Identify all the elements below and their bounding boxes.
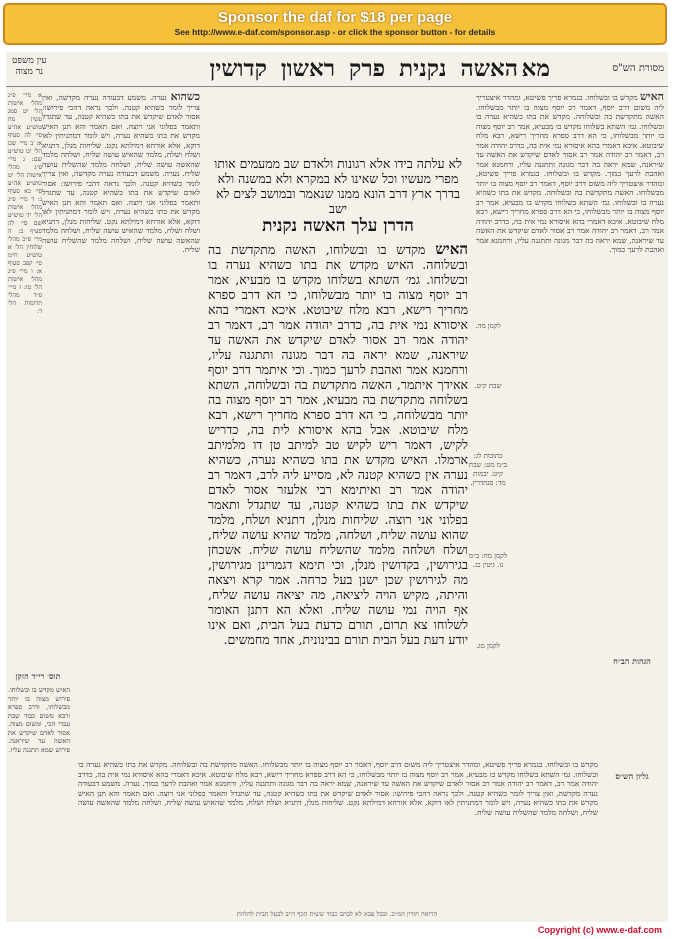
copyright-footer[interactable]: Copyright (c) www.e-daf.com	[537, 925, 662, 935]
margin-note-2: שבת קיט.	[474, 382, 502, 390]
chapter-title: האשה נקנית פרק ראשון קדושין	[209, 55, 518, 82]
ein-mishpat-label: עין משפט נר מצוה	[12, 56, 47, 77]
tosafot-commentary	[42, 92, 200, 652]
hadran-heading: הדרן עלך האשה נקנית	[262, 216, 414, 236]
tosafot-text: נערה. משמע דבעודה נערה מקדשה, ואין צריך לומר כשהיא קטנה. ולכך נראה דהכי פירושו: אסור לאדם שיקדש את בתו כשהיא קטנה, עד שתגדל ותאמר בפלוני אני רוצה. ואם תאמר והא תנן האיש מקדש את בתו כשהיא נערה, ויש לומר דמתניתין לאו דוקא, אלא אורחא דמילתא נקט. שליחות מנלן, דתניא ושלח ושלח, מלמד שהאיש עושה שליח, ושלחה מלמד שהאשה עושה שליח, ושלחה מלמד שהשליח עושה שליח.	[42, 93, 200, 178]
rashi-text-cont: מקדש בו ובשלוחו. בגמרא פריך פשיטא, ומהדר איצטריך ליה משום דרב יוסף, דאמר רב יוסף מצוה בו יותר מבשלוחו. האשה מתקדשת בה ובשלוחה. מקדש את בתו כשהיא נערה בו ובשלוחו. גמ׳ השתא בשלוחו מקדש בו מבעיא, אמר רב יוסף מצוה בו יותר מבשלוחו, כי הא דרב ספרא מחריך רישא, רבא מלח שיבוטא. איכא דאמרי בהא איסורא נמי אית בה, כדרב יהודה אמר רב, דאמר רב יהודה אמר רב אסור לאדם שיקדש את האשה עד שיראנה, שמא יראה בה דבר מגונה ותתגנה עליו, ורחמנא אמר ואהבת לרעך כמוך.	[476, 169, 664, 254]
gemara-text	[208, 242, 468, 752]
lower-tosafot-text: נערה. משמע דבעודה נערה מקדשה, ואין צריך לומר כשהיא קטנה. ולכך נראה דהכי פירושו: אסור לאדם שיקדש את בתו כשהיא קטנה, עד שתגדל ותאמר בפלוני אני רוצה. ואם תאמר והא תנן האיש מקדש את בתו כשהיא נערה, ויש לומר דמתניתין לאו דוקא, אלא אורחא דמילתא נקט. שליחות מנלן, דתניא ושלח ושלח, מלמד שהאיש עושה שליח, ושלחה מלמד שהאשה עושה שליח, ושלחה מלמד שהשליח עושה שליח.	[78, 779, 598, 817]
margin-note-5: לקמן מג.	[476, 642, 500, 650]
daf-number: מא	[521, 55, 550, 82]
margin-note-3: כתובות לג: ב״מ מט: שבת קיט. יבמות מד: סנהדרין.	[469, 452, 507, 487]
tosafot-text-cont: נערה. משמע דבעודה נערה מקדשה, ואין צריך לומר כשהיא קטנה. ולכך נראה דהכי פירושו: אסור לאדם שיקדש את בתו כשהיא קטנה, עד שתגדל ותאמר בפלוני אני רוצה. ואם תאמר והא תנן האיש מקדש את בתו כשהיא נערה, ויש לומר דמתניתין לאו דוקא, אלא אורחא דמילתא נקט. שליחות מנלן, דתניא ושלח ושלח, מלמד שהאיש עושה שליח, ושלחה מלמד שהאשה עושה שליח, ושלחה מלמד שהשליח עושה שליח.	[42, 169, 200, 254]
masoret-label: מסורת הש"ס	[612, 63, 664, 74]
rashi-text: מקדש בו ובשלוחו. בגמרא פריך פשיטא, ומהדר איצטריך ליה משום דרב יוסף, דאמר רב יוסף מצוה בו יותר מבשלוחו. האשה מתקדשת בה ובשלוחה. מקדש את בתו כשהיא נערה בו ובשלוחו. גמ׳ השתא בשלוחו מקדש בו מבעיא, אמר רב יוסף מצוה בו יותר מבשלוחו, כי הא דרב ספרא מחריך רישא, רבא מלח שיבוטא. איכא דאמרי בהא איסורא נמי אית בה, כדרב יהודה אמר רב, דאמר רב יהודה אמר רב אסור לאדם שיקדש את האשה עד שיראנה, שמא יראה בה דבר מגונה ותתגנה עליו, ורחמנא אמר ואהבת לרעך כמוך.	[476, 93, 664, 178]
hagahot-label: הגהות הב״ח	[613, 656, 651, 666]
sponsor-banner[interactable]	[3, 3, 667, 45]
gemara-body: מקדש בו ובשלוחו, האשה מתקדשת בה ובשלוחה. האיש מקדש את בתו כשהיא נערה בו ובשלוחו. גמ׳ השתא בשלוחו מקדש בו מבעיא, אמר רב יוסף מצוה בו יותר מבשלוחו, כי הא דרב ספרא מחריך רישא, רבא מלח שיבוטא. איכא דאמרי בהא איסורא נמי אית בה, כדרב יהודה אמר רב, דאמר רב יהודה אמר רב אסור לאדם שיקדש את האשה עד שיראנה, שמא יראה בה דבר מגונה ותתגנה עליו, ורחמנא אמר ואהבת לרעך כמוך. וכי איתמר דרב יוסף אאידך איתמר, האשה מתקדשת בה ובשלוחה, השתא בשלוחה מתקדשת בה מבעיא, אמר רב יוסף מצוה בה יותר מבשלוחה, כי הא דרב ספרא מחריך רישא, רבא מלח שיבוטא. אבל בהא איסורא לית בה, כדריש לקיש, דאמר ריש לקיש טב למיתב טן דו מלמיתב ארמלו. האיש מקדש את בתו כשהיא נערה, כשהיא נערה אין כשהיא קטנה לא, מסייע ליה לרב, דאמר רב יהודה אמר רב ואיתימא רבי אלעזר אסור לאדם שיקדש את בתו כשהיא קטנה, עד שתגדל ותאמר בפלוני אני רוצה. שליחות מנלן, דתניא ושלח, מלמד שהוא עושה שליח, ושלחה, מלמד שהיא עושה שליח, ושלח ושלחה מלמד שהשליח עושה שליח. אשכחן בגירושין, בקדושין מנלן, וכי תימא דגמרינן מגירושין, מה לגירושין שכן ישנן בעל כרחה. אמר קרא ויצאה והיתה, מקיש הויה ליציאה, מה יציאה עושה שליח, אף הויה נמי עושה שליח. ואלא הא דתנן האומר לשלוחו צא תרום, תורם כדעת בעל הבית, ואם אינו יודע דעת בעל הבית תורם בבינונית, אחד מחמשים.	[208, 242, 468, 647]
margin-note-4: לקמן מח: ב״מ נו. גיטין כג.	[468, 552, 508, 569]
tosafot-lead-word: כשהוא	[170, 92, 200, 103]
sponsor-banner-subtitle[interactable]: See http://www.e-daf.com/sponsor.asp - or click the sponsor button - for details	[174, 27, 496, 37]
tosafot-rid-label: תוס׳ רי״ד הזקן	[15, 671, 61, 681]
margin-note-1: לקמן מה.	[475, 322, 501, 330]
talmud-page	[6, 52, 668, 922]
gilyon-label: גליון הש״ס	[615, 771, 649, 781]
gemara-lead-word: האיש	[435, 242, 468, 258]
bottom-line-text: הרואה חורין המ״ב. ובכל פבא לא לבתב כבוד ששית הכף דויב לבעל הבית להלוות	[236, 910, 438, 918]
lower-commentary	[78, 760, 598, 908]
rashi-lead-word: האיש	[639, 92, 664, 103]
ein-mishpat-text: א מיי׳ פ״ג מהל׳ אישות הל׳ יט סמג עשין מח טוש״ע אה״ע סי׳ לה סעיף א: ב מיי׳ שם הל׳ יט טוש״ע שם: ג מיי׳ פ״ג מהל׳ אישות הל׳ יט טוש״ע אה״ע סי׳ כא סעיף ג: ד מיי׳ פ״ג מהל׳ אישות הל׳ יד טוש״ע שם סי׳ לה סעיף ב: ה מיי׳ פ״ב מהל׳ שלוחין הל׳ א טוש״ע ח״מ סי׳ קפב סעיף א: ו מיי׳ פ״ג מהל׳ אישות הל׳ טו: ז מיי׳ פ״ד מהל׳ תרומות הל׳ ד:	[8, 92, 42, 315]
tosafot-rid-text: האיש מקדש בו ובשלוחו. פירוש מצוה בו יותר מבשלוחו, ודרב ספרא ורבא משום כבוד שבת עבדי הכי, ומשום מצוה. אסור לאדם שיקדש את האשה עד שיראנה. פירוש שמא תתגנה עליו.	[8, 686, 70, 754]
gemara-opening: לא עלתה בידו אלא רגונות ולאדם שב ממעמים אותו מפרי מעשיו וכל שאינו לא במקרא ולא במשנה ולא בדרך ארץ דרב הונא ממנו שנאמר ובמושב לצים לא ישב	[214, 156, 462, 216]
header-rule	[6, 86, 668, 87]
sponsor-banner-title[interactable]: Sponsor the daf for $18 per page	[217, 9, 453, 26]
lower-rashi-text: מקדש בו ובשלוחו. בגמרא פריך פשיטא, ומהדר איצטריך ליה משום דרב יוסף, דאמר רב יוסף מצוה בו יותר מבשלוחו. האשה מתקדשת בה ובשלוחה. מקדש את בתו כשהיא נערה בו ובשלוחו. גמ׳ השתא בשלוחו מקדש בו מבעיא, אמר רב יוסף מצוה בו יותר מבשלוחו, כי הא דרב ספרא מחריך רישא, רבא מלח שיבוטא. איכא דאמרי בהא איסורא נמי אית בה, כדרב יהודה אמר רב, דאמר רב יהודה אמר רב אסור לאדם שיקדש את האשה עד שיראנה, שמא יראה בה דבר מגונה ותתגנה עליו, ורחמנא אמר ואהבת לרעך כמוך.	[78, 760, 598, 788]
